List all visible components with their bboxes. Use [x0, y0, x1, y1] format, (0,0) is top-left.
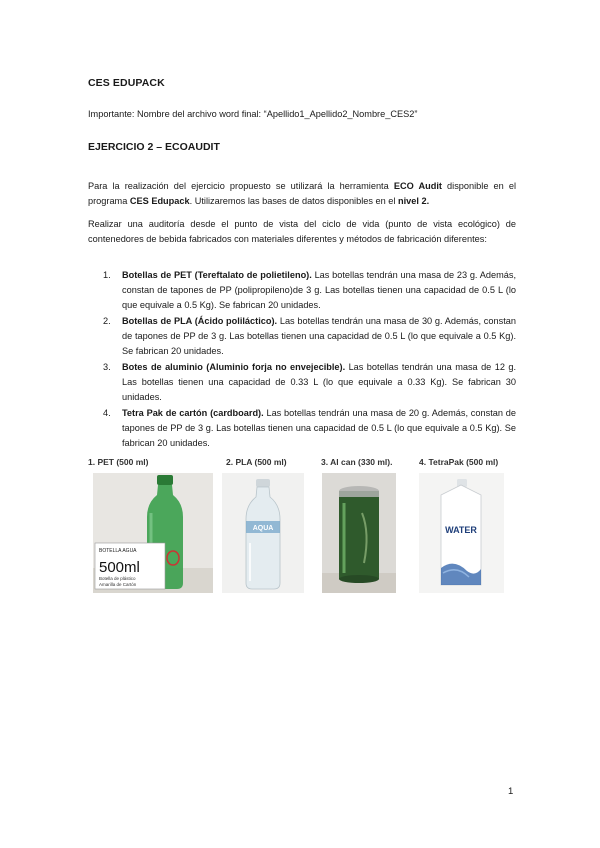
- pla-label: AQUA: [252, 525, 274, 532]
- document-title: CES EDUPACK: [88, 77, 165, 89]
- list-item: 3. Botes de aluminio (Aluminio forja no envejecible). Las botellas tendrán una masa de 12 g. Las botellas tienen una capacidad de 0.33 L (lo que equivale a 0.33 Kg). Se fabrican 30 unidades.: [103, 362, 516, 402]
- pet-label-line1: BOTELLA AGUA: [99, 548, 137, 554]
- pet-label-line4: Amarilla de Cartón: [99, 582, 137, 587]
- exercise-title: EJERCICIO 2 – ECOAUDIT: [88, 141, 220, 153]
- task-paragraph: Realizar una auditoría desde el punto de vista del ciclo de vida (punto de vista ecológico) de contenedores de bebida fabricados con materiales diferentes y métodos de fabricación diferentes:: [88, 219, 516, 244]
- photo-pet: [88, 456, 148, 472]
- container-photos: [88, 456, 508, 596]
- page-number: 1: [508, 786, 514, 797]
- tetrapak-image: [419, 473, 504, 593]
- photo-pla: [226, 456, 287, 472]
- photo-caption: 1. PET (500 ml): [88, 457, 149, 467]
- photo-caption: 4. TetraPak (500 ml): [419, 457, 499, 467]
- list-item: 1. Botellas de PET (Tereftalato de polietileno). Las botellas tendrán una masa de 23 g. Además, constan de tapones de PP (polipropileno)de 3 g. Las botellas tienen una capacidad de 0.5 L (lo que equivale a 0.5 Kg). Se fabrican 20 unidades.: [103, 270, 516, 310]
- tetrapak-label: WATER: [445, 525, 477, 535]
- pet-label-line3: Botella de plástico: [99, 576, 136, 581]
- photo-tetrapak: [419, 456, 498, 472]
- photo-al-can: [321, 456, 393, 472]
- pet-label-line2: 500ml: [99, 559, 140, 576]
- intro-paragraph: Para la realización del ejercicio propuesto se utilizará la herramienta ECO Audit disponible en el programa CES Edupack. Utilizaremos las bases de datos disponibles en el nivel 2.: [88, 181, 516, 206]
- important-note: Importante: Nombre del archivo word final: “Apellido1_Apellido2_Nombre_CES2”: [88, 109, 418, 119]
- pla-bottle-image: [222, 473, 304, 593]
- photo-caption: 3. Al can (330 ml).: [321, 457, 393, 467]
- list-item: 4. Tetra Pak de cartón (cardboard). Las botellas tendrán una masa de 20 g. Además, constan de tapones de PP de 3 g. Las botellas tienen una capacidad de 0.5 L (lo que equivale a 0.5 Kg). Se fabrican 20 unidades.: [103, 408, 516, 448]
- container-list: [103, 268, 516, 452]
- pet-bottle-image: [93, 473, 213, 593]
- photo-caption: 2. PLA (500 ml): [226, 457, 287, 467]
- list-item: 2. Botellas de PLA (Ácido poliláctico). Las botellas tendrán una masa de 30 g. Además, constan de tapones de PP de 3 g. Las botellas tienen una capacidad de 0.5 L (lo que equivale a 0.5 Kg). Se fabrican 20 unidades.: [103, 316, 516, 356]
- al-can-image: [322, 473, 396, 593]
